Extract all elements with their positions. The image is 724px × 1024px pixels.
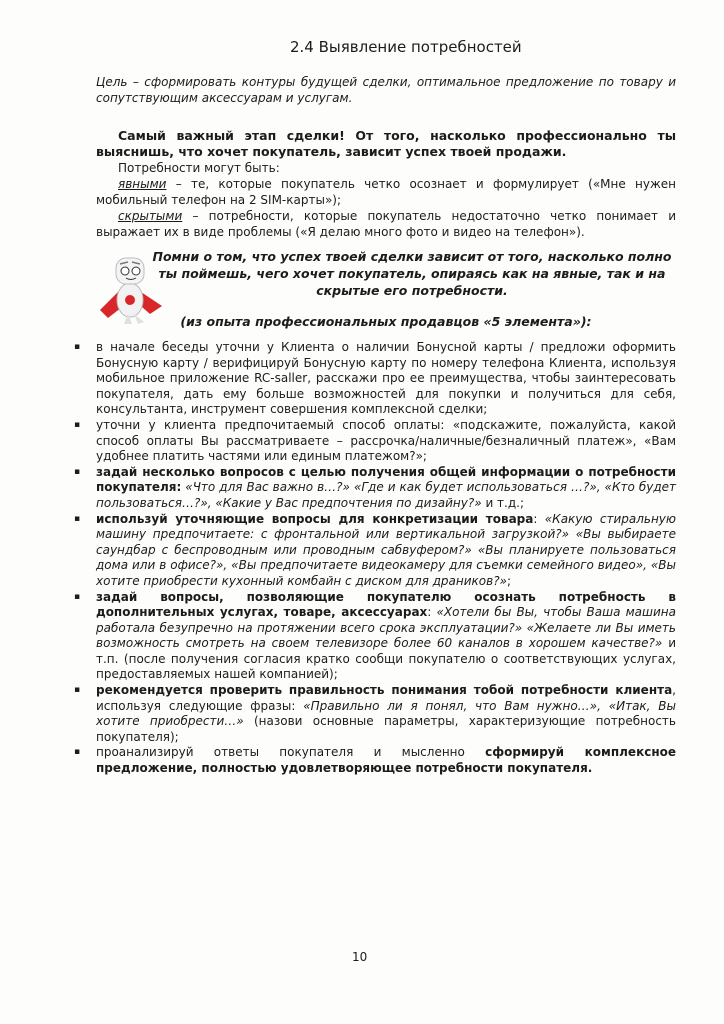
- tip-bold: используй уточняющие вопросы для конкретизации товара: [96, 511, 534, 526]
- bullet-icon: ▪: [74, 685, 81, 696]
- explicit-text: – те, которые покупатель четко осознает и формулирует («Мне нужен мобильный телефон на 2 SIM-карты»);: [96, 177, 676, 207]
- list-item: [74, 464, 676, 512]
- tip-italic: «Какую стиральную машину предпочитаете: с фронтальной или вертикальной загрузкой?» «Вы выбираете саундбар с беспроводным или проводным сабвуфером?» «Вы планируете пользоваться дома или в офисе?», «Вы предпочитаете видеокамеру для съемки семейного видео», «Вы хотите приобрести кухонный комбайн с диском для драников?»: [96, 511, 676, 588]
- bullet-icon: ▪: [74, 747, 81, 758]
- list-item: [74, 745, 676, 776]
- tip-connector: :: [427, 605, 437, 620]
- needs-block: [96, 160, 676, 240]
- bullet-icon: ▪: [74, 591, 81, 602]
- goal-paragraph: Цель – сформировать контуры будущей сделки, оптимальное предложение по товару и сопутствующим аксессуарам и услугам.: [96, 75, 676, 105]
- tip-connector: :: [533, 511, 545, 526]
- key-stage-paragraph: Самый важный этап сделки! От того, насколько профессионально ты выяснишь, что хочет покупатель, зависит успех твоей продажи.: [96, 128, 676, 159]
- bullet-icon: ▪: [74, 419, 81, 430]
- tip-tail: и т.д.;: [481, 495, 525, 510]
- tip-bold: сформируй комплексное предложение, полностью удовлетворяющее потребности покупателя.: [96, 745, 676, 776]
- hidden-needs: [96, 208, 676, 240]
- tip-connector: , используя следующие фразы:: [96, 683, 676, 713]
- tip-text: в начале беседы уточни у Клиента о наличии Бонусной карты / предложи оформить Бонусную карту / верифицируй Бонусную карту по номеру телефона Клиента, используя мобильное приложение RC-saller, расскажи про ее преимущества, чтобы заинтересовать покупателя, дать ему больше возможностей для покупки и получиться для себя, консультанта, инструмент совершения комплексной сделки;: [96, 340, 676, 417]
- remember-note: Помни о том, что успех твоей сделки зависит от того, насколько полно ты поймешь, чего хочет покупатель, опираясь как на явные, так и на скрытые его потребности.: [152, 249, 672, 298]
- tip-bold: задай вопросы, позволяющие покупателю осознать потребность в дополнительных услугах, товаре, аксессуарах: [96, 589, 676, 620]
- tip-bold: рекомендуется проверить правильность понимания тобой потребности клиента: [96, 683, 673, 698]
- explicit-needs: [96, 176, 676, 208]
- tip-italic: «Хотели бы Вы, чтобы Ваша машина работала безупречно на протяжении всего срока эксплуатации?» «Желаете ли Вы иметь возможность смотреть на своем телевизоре более 60 каналов в хорошем качестве?»: [96, 605, 676, 651]
- bullet-icon: ▪: [74, 513, 81, 524]
- experience-heading: (из опыта профессиональных продавцов «5 элемента»):: [180, 314, 592, 329]
- list-item: [74, 589, 676, 684]
- tips-list: [74, 340, 677, 777]
- explicit-term: явными: [118, 177, 167, 191]
- list-item: [74, 417, 676, 465]
- list-item: [74, 683, 677, 745]
- section-title: 2.4 Выявление потребностей: [290, 38, 522, 56]
- hidden-text: – потребности, которые покупатель недостаточно четко понимает и выражает их в виде проблемы («Я делаю много фото и видео на телефон»).: [96, 209, 676, 239]
- tip-text: проанализируй ответы покупателя и мысленно: [96, 745, 486, 760]
- tip-bold: задай несколько вопросов с целью получения общей информации о потребности покупателя:: [96, 464, 676, 495]
- tip-italic: «Что для Вас важно в…?» «Где и как будет использоваться …?», «Кто будет пользоваться…?», «Какие у Вас предпочтения по дизайну?»: [96, 480, 676, 510]
- list-item: [74, 340, 676, 418]
- list-item: [74, 511, 676, 590]
- hidden-term: скрытыми: [118, 209, 183, 223]
- tip-tail: и т.п. (после получения согласия кратко сообщи покупателю о соответствующих услугах, предоставляемых нашей компанией);: [96, 636, 676, 682]
- tip-italic: «Правильно ли я понял, что Вам нужно…», «Итак, Вы хотите приобрести…»: [96, 698, 677, 729]
- tip-tail: (назови основные параметры, характеризующие потребность покупателя);: [96, 714, 676, 744]
- bullet-icon: ▪: [74, 466, 81, 477]
- page-number: 10: [352, 950, 368, 964]
- tip-tail: ;: [506, 573, 512, 588]
- tip-text: уточни у клиента предпочитаемый способ оплаты: «подскажите, пожалуйста, какой способ оплаты Вы рассматриваете – рассрочка/наличные/безналичный платеж», «Вам удобнее платить частями или единым платежом?»;: [96, 417, 676, 464]
- needs-intro: Потребности могут быть:: [118, 161, 280, 175]
- bullet-icon: ▪: [74, 342, 81, 352]
